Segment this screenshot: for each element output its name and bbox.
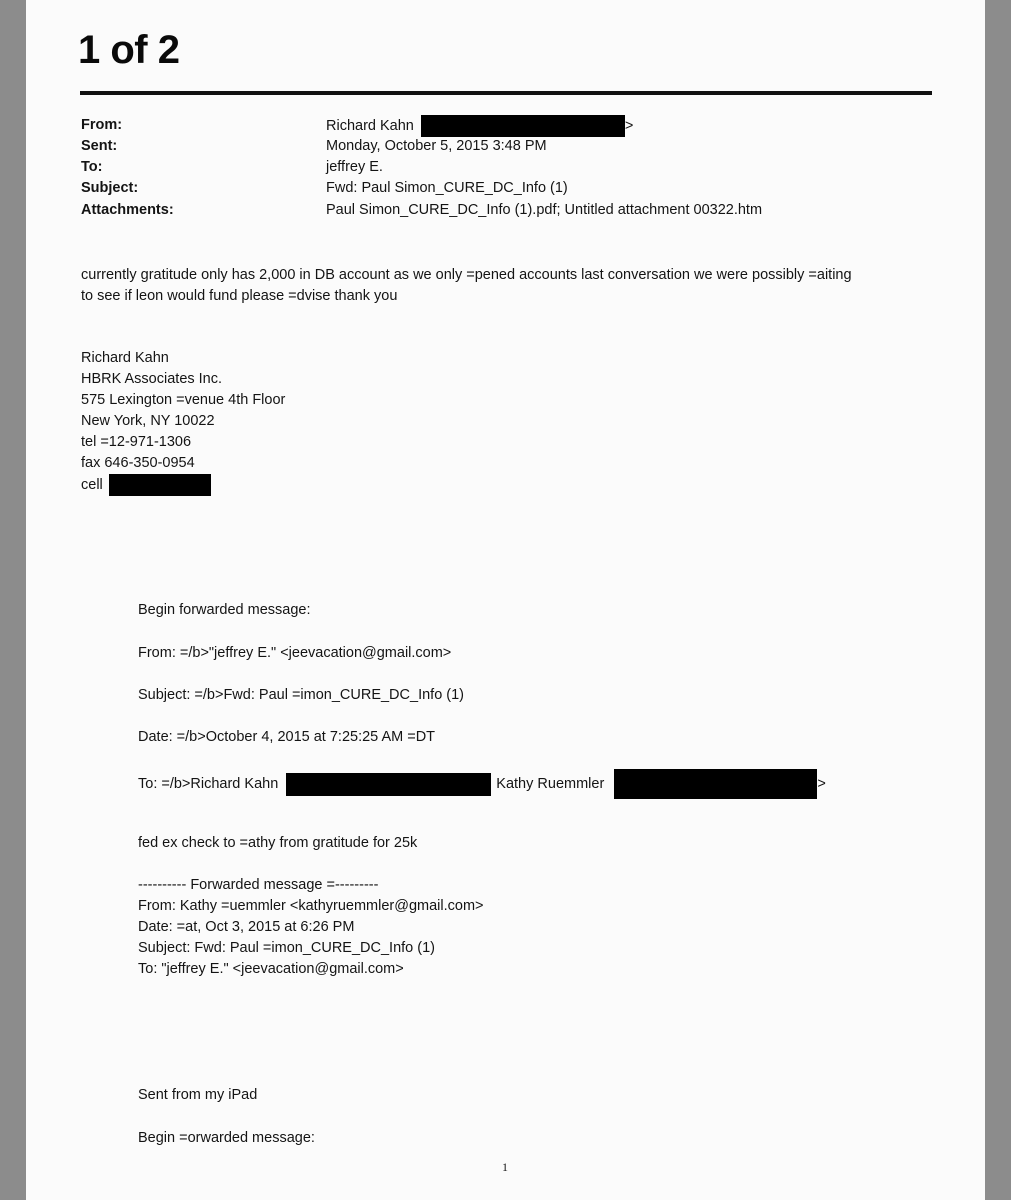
page-number: 1 <box>502 1160 508 1174</box>
from-tail: > <box>624 117 634 134</box>
sent-label: Sent: <box>81 138 118 154</box>
signature-cell <box>81 474 285 495</box>
cell-label: cell <box>81 476 103 493</box>
signature-block <box>81 348 285 495</box>
forward-to-prefix: To: =/b>Richard Kahn <box>138 775 279 792</box>
body-line: currently gratitude only has 2,000 in DB account as we only =pened accounts last conversation we were possibly =aiting <box>81 267 852 283</box>
redaction-bar <box>286 773 491 796</box>
message-body <box>81 265 931 307</box>
forward-to-second: Kathy Ruemmler <box>496 775 605 792</box>
forward-from: From: =/b>"jeffrey E." <jeevacation@gmail.com> <box>138 645 452 661</box>
attachments-value: Paul Simon_CURE_DC_Info (1).pdf; Untitled attachment 00322.htm <box>326 202 763 218</box>
signature-name: Richard Kahn <box>81 350 169 366</box>
to-label: To: <box>81 159 103 175</box>
redaction-bar <box>421 115 625 137</box>
body-line: to see if leon would fund please =dvise thank you <box>81 288 398 304</box>
nested-forward-to: To: "jeffrey E." <jeevacation@gmail.com> <box>138 961 404 977</box>
signature-fax: fax 646-350-0954 <box>81 455 195 471</box>
from-label: From: <box>81 117 123 133</box>
from-value <box>326 115 633 137</box>
attachments-label: Attachments: <box>81 202 174 218</box>
forward-begin-second: Begin =orwarded message: <box>138 1130 315 1146</box>
forward-subject: Subject: =/b>Fwd: Paul =imon_CURE_DC_Info (1) <box>138 687 465 703</box>
sent-from-line: Sent from my iPad <box>138 1087 258 1103</box>
redaction-bar <box>109 474 211 496</box>
signature-tel: tel =12-971-1306 <box>81 434 192 450</box>
nested-forward-from: From: Kathy =uemmler <kathyruemmler@gmail.com> <box>138 898 484 914</box>
forward-to <box>138 769 826 799</box>
subject-label: Subject: <box>81 180 139 196</box>
forward-begin: Begin forwarded message: <box>138 602 311 618</box>
signature-city: New York, NY 10022 <box>81 413 215 429</box>
forward-date: Date: =/b>October 4, 2015 at 7:25:25 AM =DT <box>138 729 436 745</box>
document-page <box>26 0 985 1200</box>
page-count-label: 1 of 2 <box>78 28 180 72</box>
nested-forward-subject: Subject: Fwd: Paul =imon_CURE_DC_Info (1) <box>138 940 435 956</box>
sent-value: Monday, October 5, 2015 3:48 PM <box>326 138 547 154</box>
nested-forward-date: Date: =at, Oct 3, 2015 at 6:26 PM <box>138 919 355 935</box>
from-name: Richard Kahn <box>326 117 414 134</box>
nested-forward-header: ---------- Forwarded message =--------- <box>138 877 379 893</box>
signature-company: HBRK Associates Inc. <box>81 371 223 387</box>
redaction-bar <box>614 769 817 799</box>
subject-value: Fwd: Paul Simon_CURE_DC_Info (1) <box>326 180 568 196</box>
signature-address: 575 Lexington =venue 4th Floor <box>81 392 286 408</box>
to-value: jeffrey E. <box>326 159 383 175</box>
header-divider <box>80 91 932 95</box>
forward-to-tail: > <box>817 775 826 792</box>
forward-note: fed ex check to =athy from gratitude for 25k <box>138 835 418 851</box>
